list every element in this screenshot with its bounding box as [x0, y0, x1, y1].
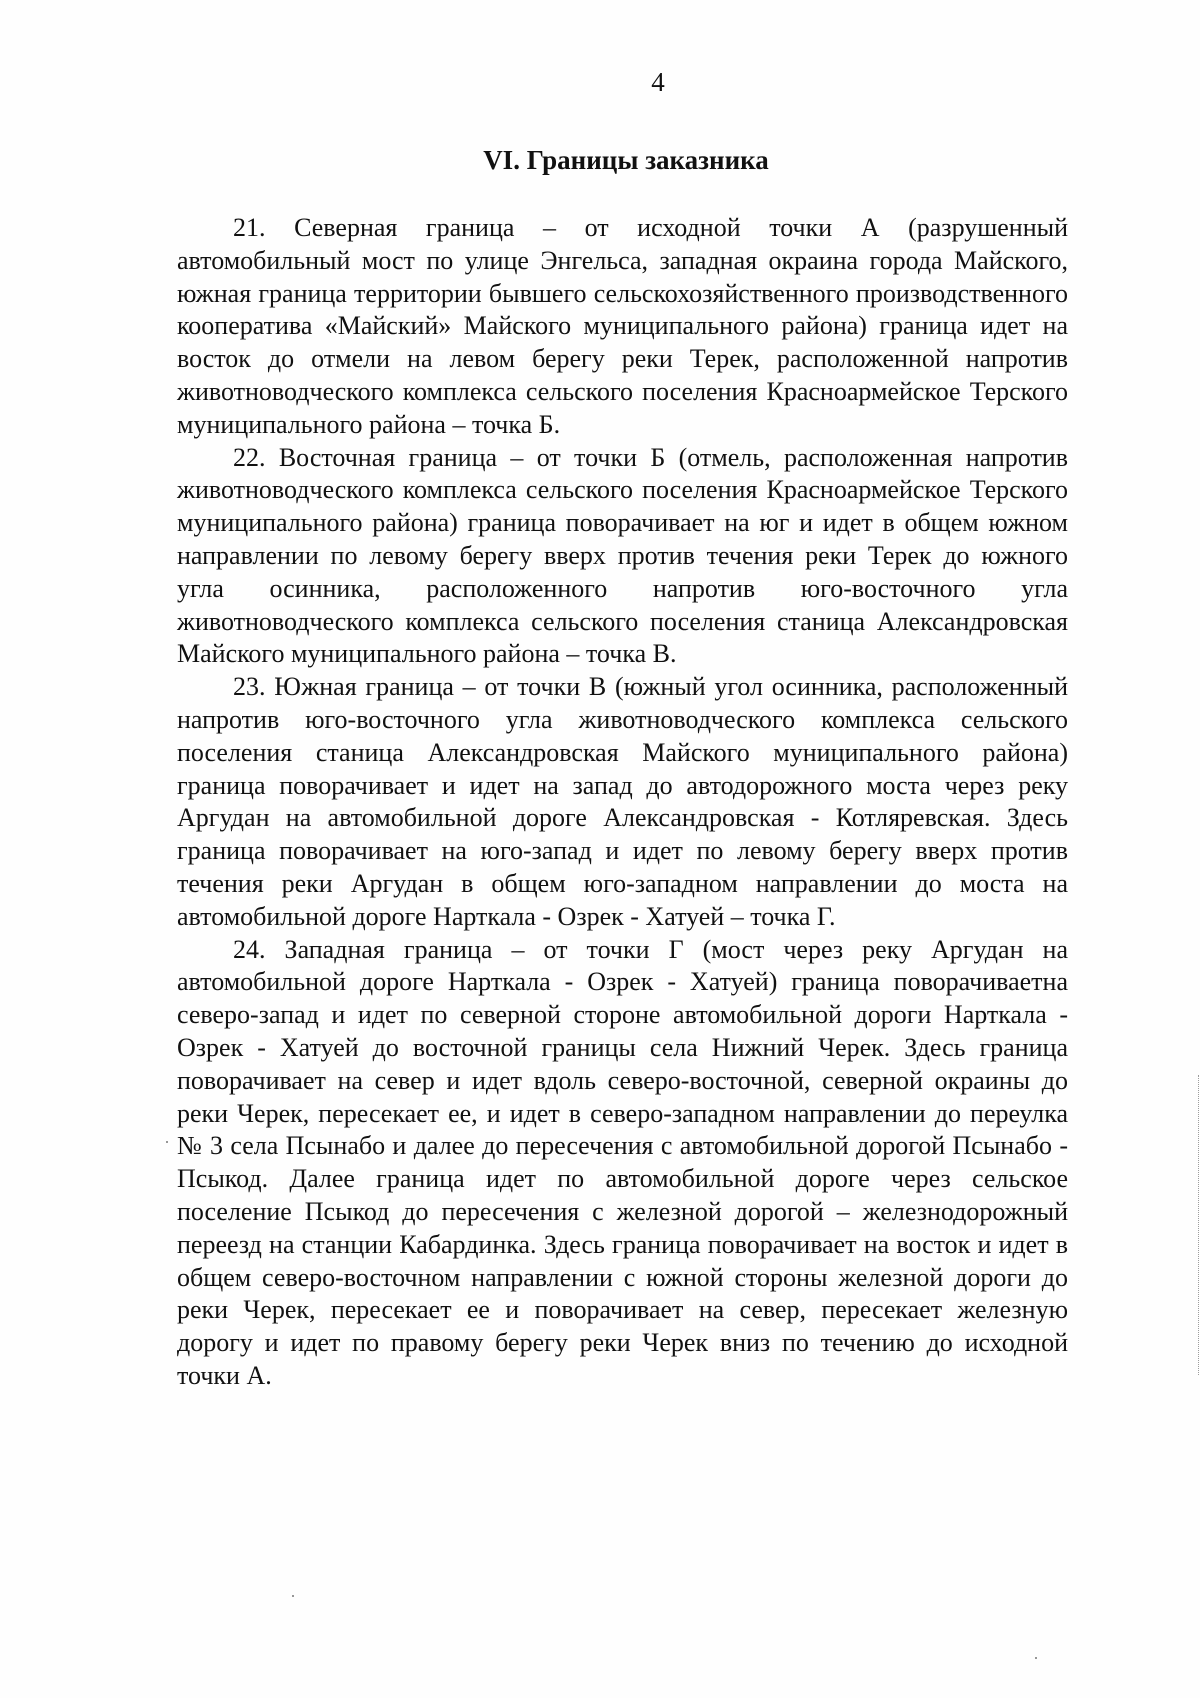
page-number: 4 — [651, 67, 665, 97]
paragraph-23-southern-boundary: 23. Южная граница – от точки В (южный угол осинника, расположенный напротив юго-восточного угла животноводческого комплекса сельского поселения станица Александровская Майского муниципального района) граница поворачивает и идет на запад до автодорожного моста через реку Аргудан на автомобильной дороге Александровская - Котляревская. Здесь граница поворачивает на юго-запад и идет по левому берегу вверх против течения реки Аргудан в общем юго-западном направлении до моста на автомобильной дороге Нарткала - Озрек - Хатуей – точка Г. — [177, 672, 1068, 931]
scan-edge-mark — [1197, 1075, 1199, 1375]
paragraph-22-eastern-boundary: 22. Восточная граница – от точки Б (отмель, расположенная напротив животноводческого комплекса сельского поселения Красноармейское Терского муниципального района) граница поворачивает на юг и идет в общем южном направлении по левому берегу вверх против течения реки Терек до южного угла осинника, расположенного напротив юго-восточного угла животноводческого комплекса сельского поселения станица Александровская Майского муниципального района – точка В. — [177, 442, 1068, 669]
paragraph-24-western-boundary: 24. Западная граница – от точки Г (мост через реку Аргудан на автомобильной дороге Нарткала - Озрек - Хатуей) граница поворачиваетна северо-запад и идет по северной стороне автомобильной дороги Нарткала - Озрек - Хатуей до восточной границы села Нижний Черек. Здесь граница поворачивает на север и идет вдоль северо-восточной, северной окраины до реки Черек, пересекает ее, и идет в северо-западном направлении до переулка № 3 села Псынабо и далее до пересечения с автомобильной дорогой Псынабо - Псыкод. Далее граница идет по автомобильной дороге через сельское поселение Псыкод до пересечения с железной дорогой – железнодорожный переезд на станции Кабардинка. Здесь граница поворачивает на восток и идет в общем северо-восточном направлении с южной стороны железной дороги до реки Черек, пересекает ее и поворачивает на север, пересекает железную дорогу и идет по правому берегу реки Черек вниз по течению до исходной точки А. — [177, 934, 1068, 1390]
scan-speck — [166, 1141, 168, 1143]
section-title: VI. Границы заказника — [483, 145, 769, 175]
scan-speck — [1035, 1657, 1037, 1659]
paragraph-21-northern-boundary: 21. Северная граница – от исходной точки А (разрушенный автомобильный мост по улице Энгельса, западная окраина города Майского, южная граница территории бывшего сельскохозяйственного производственного кооператива «Майский» Майского муниципального района) граница идет на восток до отмели на левом берегу реки Терек, расположенной напротив животноводческого комплекса сельского поселения Красноармейское Терского муниципального района – точка Б. — [177, 213, 1068, 439]
document-body — [177, 212, 1068, 1393]
scan-speck — [292, 1595, 294, 1597]
